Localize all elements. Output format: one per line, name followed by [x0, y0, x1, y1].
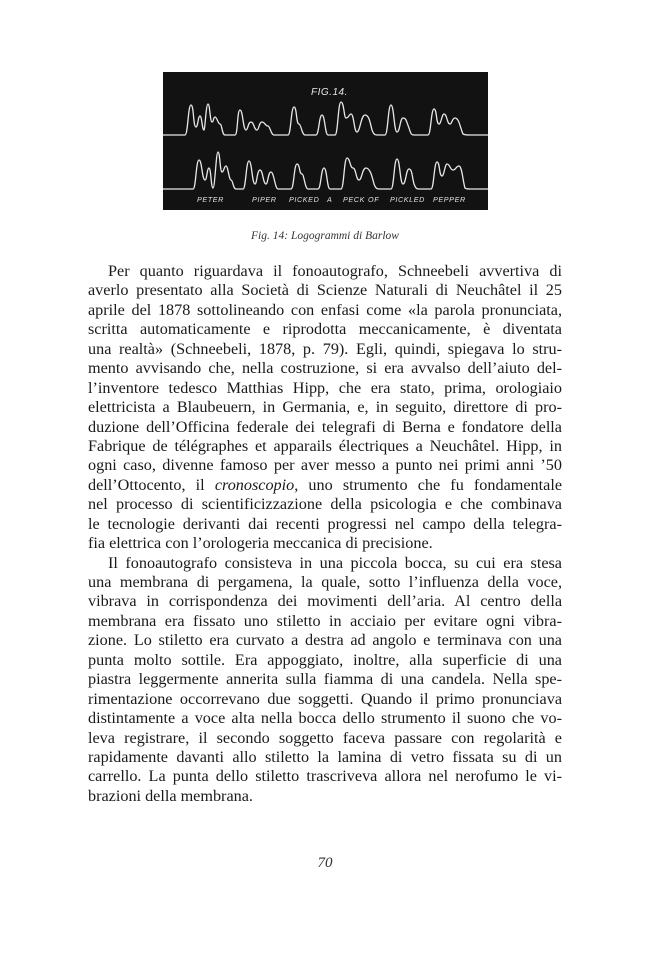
figure-title: FIG.14.	[311, 87, 348, 98]
text-line: l’inventore tedesco Matthias Hipp, che era stato, prima, orologiaio	[88, 378, 562, 397]
text-line: le tecnologie derivanti dai recenti progressi nel campo della telegra-	[88, 514, 562, 533]
text-line: una membrana di pergamena, la quale, sotto l’influenza della voce,	[88, 573, 562, 591]
text-segment: dell’Ottocento, il	[88, 475, 215, 494]
figure-barlow-logograms	[163, 72, 488, 210]
text-line-with-italic	[88, 476, 562, 495]
text-line: fia elettrica con l’orologeria meccanica di precisione.	[88, 534, 433, 553]
text-line: distintamente a voce alta nella bocca dello strumento il suono che vo-	[88, 709, 562, 728]
text-line: ogni caso, divenne famoso per aver messo a punto nei primi anni ’50	[88, 456, 562, 475]
text-line: membrana era fissato uno stiletto in acciaio per evitare ogni vibra-	[88, 611, 562, 630]
text-line: punta molto sottile. Era appoggiato, inoltre, alla superficie di una	[88, 650, 562, 669]
text-segment: , uno strumento che fu fondamentale	[294, 475, 563, 494]
text-line: scritta automaticamente e riprodotta meccanicamente, è diventata	[88, 320, 562, 339]
text-line: Per quanto riguardava il fonoautografo, Schneebeli avvertiva di	[108, 262, 562, 280]
text-line: una realtà» (Schneebeli, 1878, p. 79). Egli, quindi, spiegava lo stru-	[88, 339, 562, 358]
text-line: brazioni della membrana.	[88, 786, 253, 805]
word-label: PICKED	[289, 195, 320, 204]
body-text	[88, 262, 562, 806]
text-line: carrello. La punta dello stiletto trascriveva allora nel nerofumo le vi-	[88, 767, 562, 786]
text-line: aprile del 1878 sottolineando con enfasi come «la parola pronunciata,	[88, 300, 562, 319]
word-label: PIPER	[252, 195, 277, 204]
word-label: PICKLED	[390, 195, 425, 204]
text-line: leva registrare, il secondo soggetto faceva passare con regolarità e	[88, 728, 562, 747]
figure-caption: Fig. 14: Logogrammi di Barlow	[251, 230, 399, 242]
word-label: PETER	[197, 195, 224, 204]
text-line: nel processo di scientificizzazione della psicologia e che combinava	[88, 495, 562, 514]
paragraph-1	[88, 262, 562, 554]
word-label: A	[327, 195, 333, 204]
text-line: piastra leggermente annerita sulla fiamma di una candela. Nella spe-	[88, 670, 562, 689]
text-line: vibrava in corrispondenza dei movimenti dell’aria. Al centro della	[88, 592, 562, 611]
page-number: 70	[317, 855, 333, 871]
text-line: rimentazione occorrevano due soggetti. Quando il primo pronunciava	[88, 689, 562, 708]
text-line: rapidamente davanti allo stiletto la lamina di vetro fissata su di un	[88, 747, 562, 766]
word-label: OF	[368, 195, 380, 204]
text-line: mento avvisando che, nella costruzione, si era avvalso dell’aiuto del-	[88, 359, 562, 378]
italic-term-cronoscopio: cronoscopio	[214, 475, 295, 494]
word-label: PEPPER	[433, 195, 466, 204]
text-line: Fabrique de télégraphes et apparails électriques a Neuchâtel. Hipp, in	[88, 436, 562, 455]
text-line: zione. Lo stiletto era curvato a destra ad angolo e terminava con una	[88, 631, 562, 650]
text-line: averlo presentato alla Società di Scienze Naturali di Neuchâtel il 25	[88, 281, 562, 300]
text-line: duzione dell’Officina federale dei telegrafi di Berna e fondatore della	[88, 417, 562, 436]
paragraph-2	[88, 554, 562, 807]
word-label: PECK	[343, 195, 365, 204]
logogram-waveform-image	[163, 72, 488, 210]
text-line: elettricista a Blaubeuern, in Germania, e, in seguito, direttore di pro-	[88, 398, 562, 417]
text-line: Il fonoautografo consisteva in una piccola bocca, su cui era stesa	[108, 553, 562, 572]
